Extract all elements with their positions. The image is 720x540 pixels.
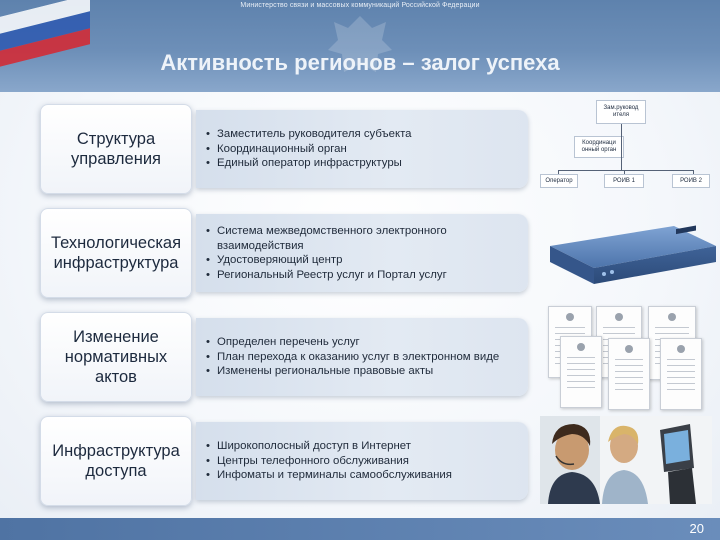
org-chart-connector (558, 170, 694, 171)
slide-footer (0, 518, 720, 540)
row-body-access-infrastructure (196, 422, 528, 500)
list-item: • Центры телефонного обслуживания (206, 454, 518, 469)
network-appliance-image (546, 222, 718, 298)
row-body-normative-acts (196, 318, 528, 396)
org-chart-leaf-roiv2: РОИВ 2 (672, 174, 710, 188)
list-item: • Система межведомственного электронного взаимодействия (206, 224, 518, 253)
org-chart-leaf-operator: Оператор (540, 174, 578, 188)
page-number: 20 (689, 521, 704, 536)
org-chart-top-box: Зам.руковод ителя (596, 100, 646, 124)
list-item: • Определен перечень услуг (206, 335, 518, 350)
document-page (608, 338, 650, 410)
org-chart-connector (621, 124, 622, 170)
list-item: • Широкополосный доступ в Интернет (206, 439, 518, 454)
row-body-tech-infrastructure (196, 214, 528, 292)
list-item: • План перехода к оказанию услуг в электронном виде (206, 350, 518, 365)
list-item: • Инфоматы и терминалы самообслуживания (206, 468, 518, 483)
org-chart-middle-box: Координаци онный орган (574, 136, 624, 158)
row-body-management (196, 110, 528, 188)
org-chart-leaf-roiv1: РОИВ 1 (604, 174, 644, 188)
list-item: • Заместитель руководителя субъекта (206, 127, 518, 142)
row-title-access-infrastructure: Инфраструктура доступа (40, 416, 192, 506)
list-item: • Удостоверяющий центр (206, 253, 518, 268)
org-chart (540, 100, 710, 200)
slide-header (0, 0, 720, 92)
document-page (660, 338, 702, 410)
ministry-caption: Министерство связи и массовых коммуникаций Российской Федерации (240, 2, 480, 9)
list-item: • Региональный Реестр услуг и Портал услуг (206, 268, 518, 283)
slide-title: Активность регионов – залог успеха (160, 50, 560, 75)
row-title-normative-acts: Изменение нормативных актов (40, 312, 192, 402)
list-item: • Изменены региональные правовые акты (206, 364, 518, 379)
row-title-tech-infrastructure: Технологическая инфраструктура (40, 208, 192, 298)
list-item: • Координационный орган (206, 142, 518, 157)
regulatory-documents-image (548, 306, 713, 412)
list-item: • Единый оператор инфраструктуры (206, 156, 518, 171)
document-page (560, 336, 602, 408)
call-center-and-kiosk-image (540, 416, 712, 504)
row-title-management: Структура управления (40, 104, 192, 194)
